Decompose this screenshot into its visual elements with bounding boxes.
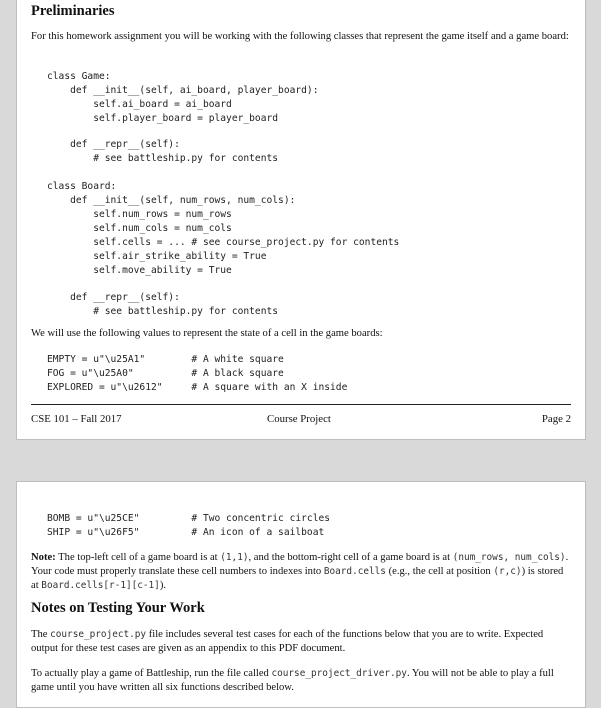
section-heading-testing: Notes on Testing Your Work — [31, 600, 205, 616]
code-line: self.num_cols = num_cols — [47, 223, 232, 234]
code-line: def __repr__(self): — [47, 292, 180, 303]
inline-code: (1,1) — [220, 552, 249, 563]
code-line: class Board: — [47, 181, 117, 192]
note-text: The top-left cell of a game board is at — [55, 552, 221, 563]
code-line: BOMB = u"\u25CE" # Two concentric circles — [47, 513, 331, 524]
note-paragraph — [31, 551, 571, 593]
note-text: ). — [159, 580, 167, 591]
footer-page-number: Page 2 — [541, 413, 571, 425]
footer-rule — [31, 404, 571, 405]
code-line: self.move_ability = True — [47, 265, 232, 276]
document-page-1 — [16, 0, 586, 440]
intro-paragraph: For this homework assignment you will be working with the following classes that represent the game itself and a game board: — [31, 31, 569, 42]
note-text: . Your code must properly translate these cell numbers to indexes into — [31, 552, 569, 577]
code-line: self.air_strike_ability = True — [47, 251, 267, 262]
paragraph-text: The — [31, 629, 51, 640]
code-line: # see battleship.py for contents — [47, 306, 279, 317]
note-text: , and the bottom-right cell of a game board is at — [248, 552, 453, 563]
code-line: self.ai_board = ai_board — [47, 99, 232, 110]
code-line: SHIP = u"\u26F5" # An icon of a sailboat — [47, 527, 325, 538]
inline-code: Board.cells — [323, 566, 386, 577]
code-line: self.player_board = player_board — [47, 113, 279, 124]
footer-title: Course Project — [267, 413, 331, 425]
inline-code: Board.cells[r-1][c-1] — [41, 580, 160, 591]
code-line: self.cells = ... # see course_project.py for contents — [47, 237, 400, 248]
note-text: ) is stored at — [31, 566, 564, 591]
code-line: EMPTY = u"\u25A1" # A white square — [47, 354, 284, 365]
code-line: self.num_rows = num_rows — [47, 209, 232, 220]
note-label: Note: — [31, 552, 56, 563]
cell-state-intro: We will use the following values to represent the state of a cell in the game boards: — [31, 328, 383, 339]
code-line: def __init__(self, num_rows, num_cols): — [47, 195, 296, 206]
code-line: def __init__(self, ai_board, player_board): — [47, 85, 319, 96]
code-line: FOG = u"\u25A0" # A black square — [47, 368, 284, 379]
testing-paragraph-1 — [31, 628, 571, 656]
code-line: # see battleship.py for contents — [47, 153, 279, 164]
code-line: class Game: — [47, 71, 111, 82]
inline-code: (num_rows, num_cols) — [452, 552, 566, 563]
paragraph-text: To actually play a game of Battleship, run the file called — [31, 668, 272, 679]
paragraph-text: file includes several test cases for each of the functions below that you are to write. Expected output for these test cases are given as an appendix to this PDF document. — [31, 629, 544, 654]
code-line: def __repr__(self): — [47, 139, 180, 150]
inline-code: course_project_driver.py — [271, 668, 407, 679]
inline-code: (r,c) — [493, 566, 522, 577]
paragraph-text: . You will not be able to play a full game until you have written all six functions described below. — [31, 668, 554, 693]
note-text: (e.g., the cell at position — [385, 566, 494, 577]
section-heading-preliminaries: Preliminaries — [31, 3, 115, 19]
code-line: EXPLORED = u"\u2612" # A square with an X inside — [47, 382, 348, 393]
document-page-2 — [16, 481, 586, 708]
footer-course: CSE 101 – Fall 2017 — [31, 413, 122, 425]
inline-code: course_project.py — [50, 629, 147, 640]
testing-paragraph-2 — [31, 667, 571, 695]
